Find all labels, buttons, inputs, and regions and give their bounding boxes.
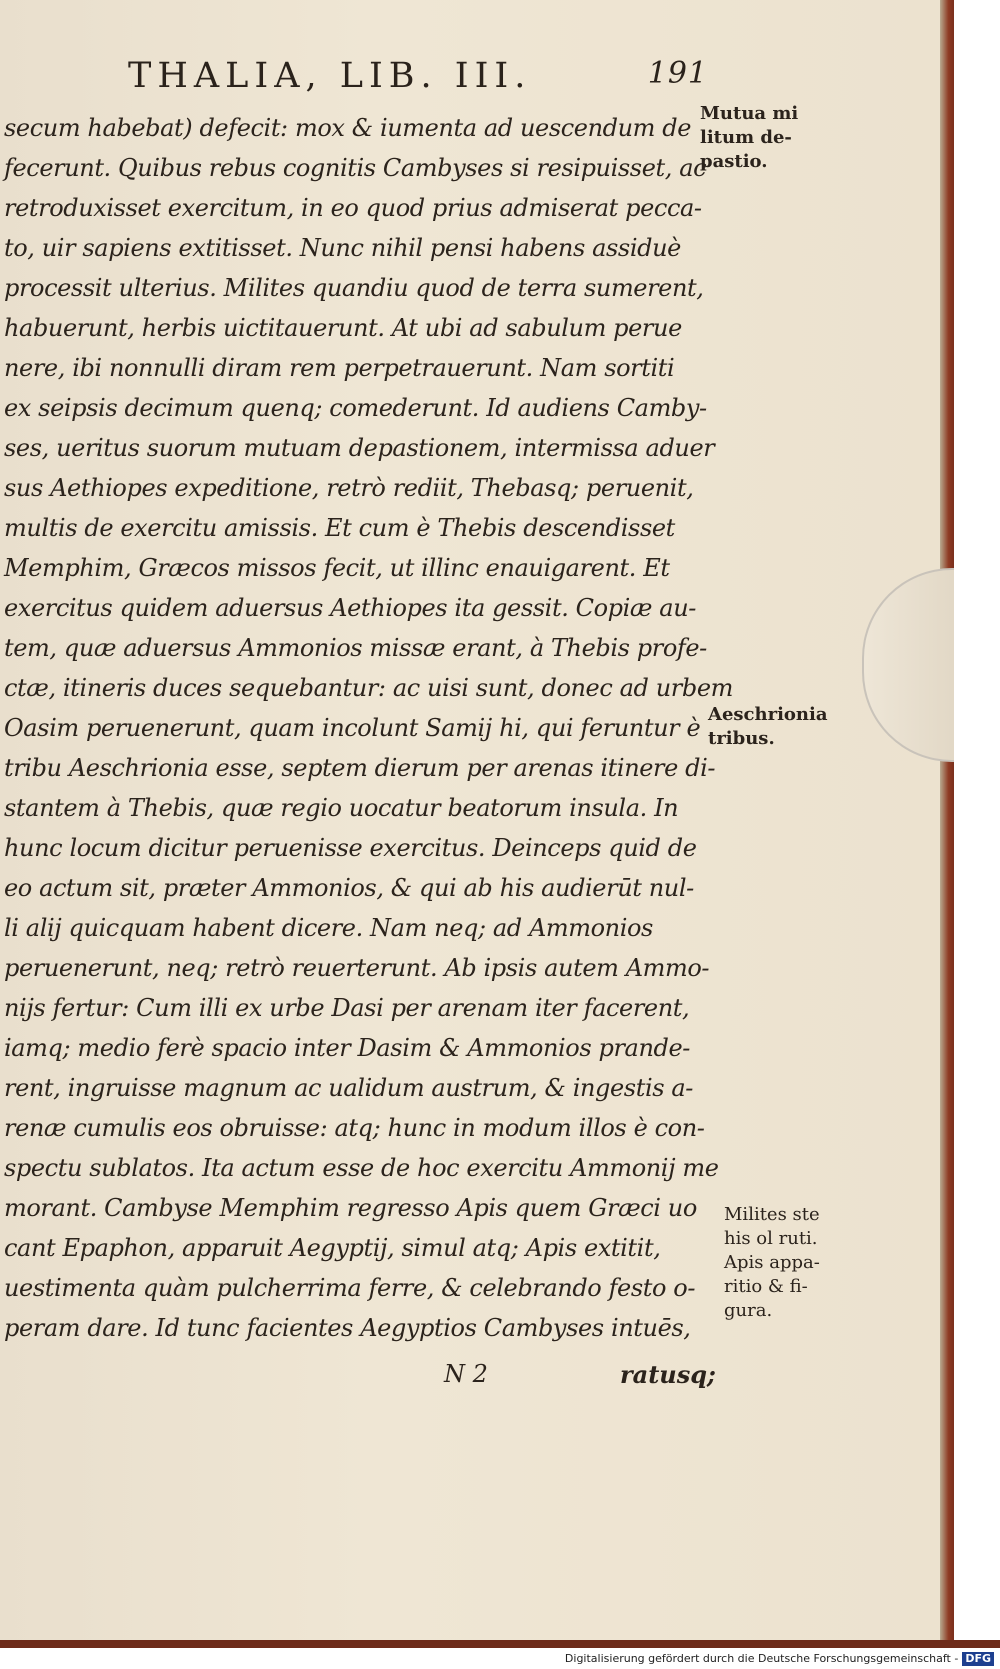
margin-note-line: gura. — [724, 1300, 773, 1321]
text-line: Oasim peruenerunt, quam incolunt Samij hi, qui feruntur è — [4, 714, 701, 742]
text-line: secum habebat) defecit: mox & iumenta ad uescendum de — [4, 114, 692, 142]
text-line: ex seipsis decimum quenq; comederunt. Id audiens Camby- — [4, 394, 707, 422]
text-line: li alij quicquam habent dicere. Nam neq; ad Ammonios — [4, 914, 653, 942]
margin-note-line: his ol ruti. — [724, 1228, 818, 1249]
dfg-logo: DFG — [962, 1652, 994, 1666]
margin-note-line: tribus. — [708, 728, 775, 749]
margin-note-line: Milites ste — [724, 1204, 820, 1225]
running-head — [128, 56, 708, 100]
text-line: multis de exercitu amissis. Et cum è Thebis descendisset — [4, 514, 675, 542]
text-line: processit ulterius. Milites quandiu quod de terra sumerent, — [4, 274, 704, 302]
text-line: spectu sublatos. Ita actum esse de hoc exercitu Ammonij me — [4, 1154, 719, 1182]
text-line: renæ cumulis eos obruisse: atq; hunc in modum illos è con- — [4, 1114, 705, 1142]
text-line: fecerunt. Quibus rebus cognitis Cambyses si resipuisset, ac — [4, 154, 707, 182]
margin-note-line: Aeschrionia — [708, 704, 828, 725]
margin-note-line: litum de- — [700, 127, 792, 148]
credit-text: Digitalisierung gefördert durch die Deutsche Forschungsgemeinschaft - — [564, 1652, 959, 1665]
margin-note — [700, 102, 798, 174]
text-line: tribu Aeschrionia esse, septem dierum per arenas itinere di- — [4, 754, 716, 782]
text-line: nijs fertur: Cum illi ex urbe Dasi per arenam iter facerent, — [4, 994, 690, 1022]
text-line: to, uir sapiens extitisset. Nunc nihil pensi habens assiduè — [4, 234, 681, 262]
running-title: THALIA, LIB. III. — [128, 56, 532, 96]
folio-number: 191 — [647, 56, 708, 91]
text-line: rent, ingruisse magnum ac ualidum austrum, & ingestis a- — [4, 1074, 693, 1102]
margin-note-line: ritio & fi- — [724, 1276, 808, 1297]
text-line: ctæ, itineris duces sequebantur: ac uisi sunt, donec ad urbem — [4, 674, 733, 702]
text-line: habuerunt, herbis uictitauerunt. At ubi ad sabulum perue — [4, 314, 682, 342]
text-line: exercitus quidem aduersus Aethiopes ita gessit. Copiæ au- — [4, 594, 696, 622]
text-line: sus Aethiopes expeditione, retrò rediit, Thebasq; peruenit, — [4, 474, 694, 502]
body-text — [4, 108, 733, 1348]
catchline — [0, 1360, 720, 1400]
text-line: eo actum sit, præter Ammonios, & qui ab his audierūt nul- — [4, 874, 694, 902]
signature-mark: N 2 — [444, 1360, 488, 1388]
margin-note — [724, 1203, 820, 1323]
catchword: ratusq; — [620, 1360, 716, 1389]
text-line: peruenerunt, neq; retrò reuerterunt. Ab ipsis autem Ammo- — [4, 954, 710, 982]
text-line: peram dare. Id tunc facientes Aegyptios Cambyses intuēs, — [4, 1314, 691, 1342]
page-edge — [940, 0, 954, 1640]
margin-note — [708, 703, 828, 751]
bottom-edge — [0, 1640, 1000, 1648]
digitization-credit — [0, 1648, 994, 1669]
text-line: cant Epaphon, apparuit Aegyptij, simul atq; Apis extitit, — [4, 1234, 661, 1262]
text-line: tem, quæ aduersus Ammonios missæ erant, à Thebis profe- — [4, 634, 707, 662]
text-line: ses, ueritus suorum mutuam depastionem, intermissa aduer — [4, 434, 715, 462]
text-line: hunc locum dicitur peruenisse exercitus. Deinceps quid de — [4, 834, 697, 862]
text-line: iamq; medio ferè spacio inter Dasim & Ammonios prande- — [4, 1034, 690, 1062]
margin-note-line: pastio. — [700, 151, 768, 172]
text-line: Memphim, Græcos missos fecit, ut illinc enauigarent. Et — [4, 554, 670, 582]
text-line: uestimenta quàm pulcherrima ferre, & celebrando festo o- — [4, 1274, 696, 1302]
margin-note-line: Apis appa- — [724, 1252, 820, 1273]
text-line: retroduxisset exercitum, in eo quod prius admiserat pecca- — [4, 194, 702, 222]
margin-note-line: Mutua mi — [700, 103, 799, 124]
text-line: morant. Cambyse Memphim regresso Apis quem Græci uo — [4, 1194, 697, 1222]
text-line: stantem à Thebis, quæ regio uocatur beatorum insula. In — [4, 794, 679, 822]
text-line: nere, ibi nonnulli diram rem perpetrauerunt. Nam sortiti — [4, 354, 675, 382]
